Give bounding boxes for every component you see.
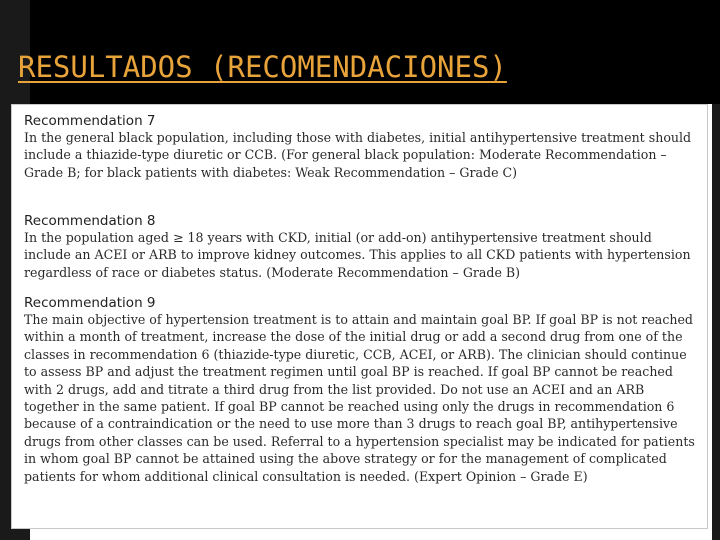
recommendation-heading: Recommendation 9 [24, 295, 156, 311]
recommendation-7 [24, 113, 699, 181]
recommendation-body: In the population aged ≥ 18 years with CKD, initial (or add-on) antihypertensive treatment should include an ACEI or ARB to improve kidney outcomes. This applies to all CKD patients with hypertension regardless of race or diabetes status. (Moderate Recommendation – Grade B) [24, 230, 691, 280]
recommendation-9 [24, 295, 699, 485]
recommendation-body: The main objective of hypertension treatment is to attain and maintain goal BP. If goal BP is not reached within a month of treatment, increase the dose of the initial drug or add a second drug from one of the classes in recommendation 6 (thiazide-type diuretic, CCB, ACEI, or ARB). The clinician should continue to assess BP and adjust the treatment regimen until goal BP is reached. If goal BP cannot be reached with 2 drugs, add and titrate a third drug from the list provided. Do not use an ACEI and an ARB together in the same patient. If goal BP cannot be reached using only the drugs in recommendation 6 because of a contraindication or the need to use more than 3 drugs to reach goal BP, antihypertensive drugs from other classes can be used. Referral to a hypertension specialist may be indicated for patients in whom goal BP cannot be attained using the above strategy or for the management of complicated patients for whom additional clinical consultation is needed. (Expert Opinion – Grade E) [24, 312, 695, 484]
recommendations-image [11, 104, 708, 529]
recommendation-heading: Recommendation 8 [24, 213, 156, 229]
recommendation-8 [24, 213, 699, 281]
right-decorative-bar [712, 104, 720, 540]
recommendation-heading: Recommendation 7 [24, 113, 156, 129]
recommendation-body: In the general black population, including those with diabetes, initial antihypertensive treatment should include a thiazide-type diuretic or CCB. (For general black population: Moderate Recommendation – Grade B; for black patients with diabetes: Weak Recommendation – Grade C) [24, 130, 692, 180]
slide-title: RESULTADOS (RECOMENDACIONES) [18, 50, 507, 84]
